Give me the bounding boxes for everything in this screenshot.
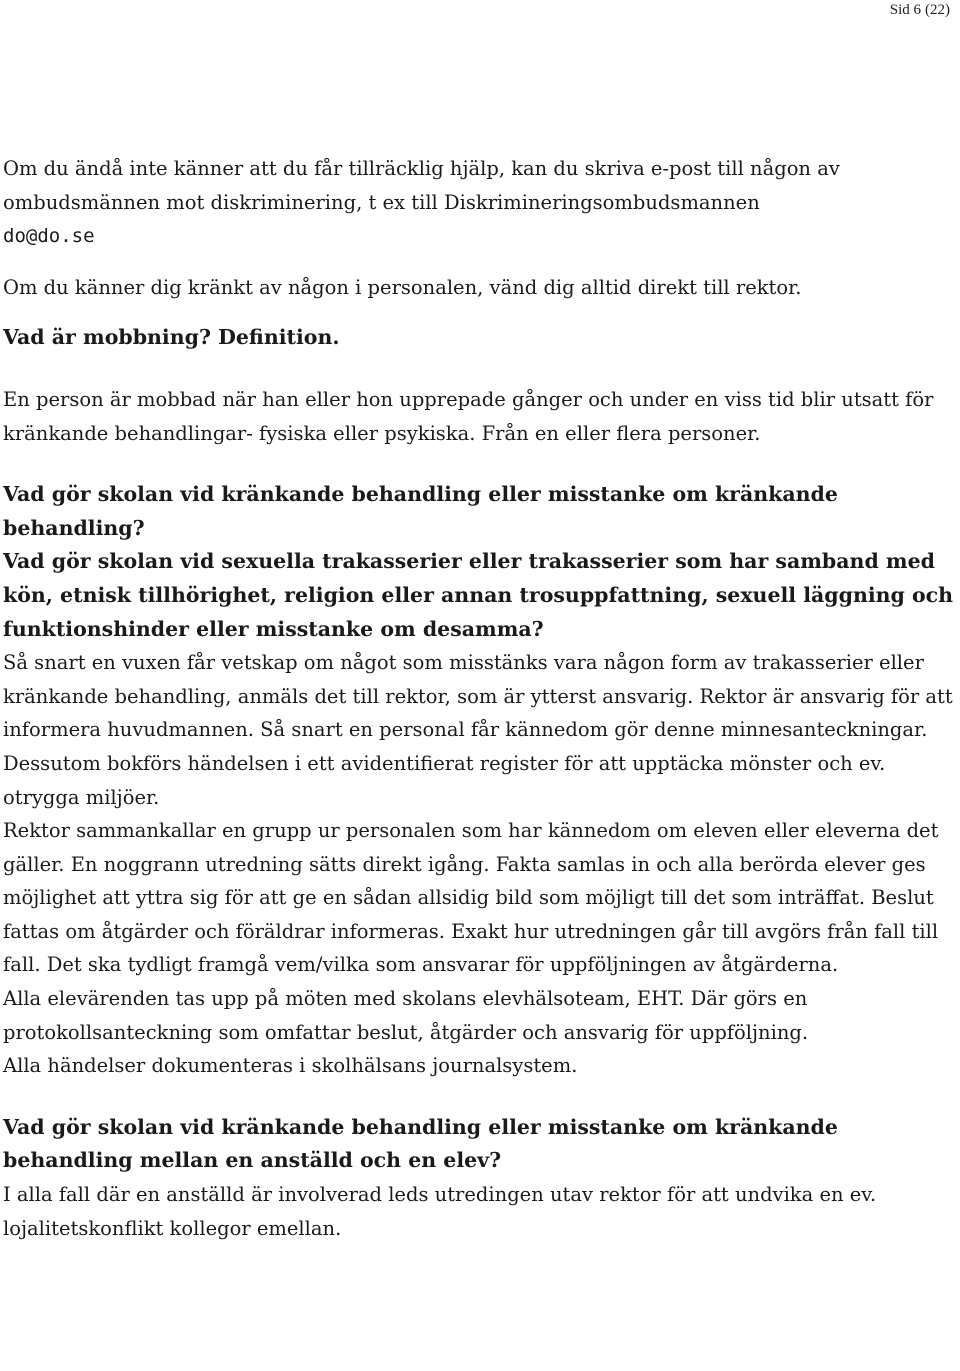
heading-staff-student: Vad gör skolan vid kränkande behandling eller misstanke om kränkande behandling mellan en anställd och en elev? xyxy=(3,1114,838,1173)
page-number xyxy=(890,2,950,19)
document-body xyxy=(3,152,955,1245)
page-total: (22) xyxy=(925,2,950,18)
heading-school-action: Vad gör skolan vid kränkande behandling eller misstanke om kränkande behandling? xyxy=(3,482,838,540)
heading-harassment: Vad gör skolan vid sexuella trakasserier eller trakasserier som har samband med kön, etnisk tillhörighet, religion eller annan trosuppfattning, sexuell läggning och funktionshinder eller misstanke om desamma? xyxy=(3,549,954,641)
paragraph-staff: Om du känner dig kränkt av någon i personalen, vänd dig alltid direkt till rektor. xyxy=(3,275,802,299)
paragraph-definition: En person är mobbad när han eller hon upprepade gånger och under en viss tid blir utsatt för kränkande behandlingar- fysiska eller psykiska. Från en eller flera personer. xyxy=(3,387,934,445)
contact-text: Om du ändå inte känner att du får tillräcklig hjälp, kan du skriva e-post till någon av ombudsmännen mot diskriminering, t ex till Diskrimineringsombudsmannen xyxy=(3,157,840,214)
email-address: do@do.se xyxy=(3,225,95,248)
page-label: Sid 6 xyxy=(889,2,921,18)
paragraph-documentation: Alla händelser dokumenteras i skolhälsans journalsystem. xyxy=(3,1054,578,1078)
paragraph-investigation: Rektor sammankallar en grupp ur personalen som har kännedom om eleven eller eleverna det gäller. En noggrann utredning sätts direkt igång. Fakta samlas in och alla berörda elever ges möjlighet att yttra sig för att ge en sådan allsidig bild som möjligt till det som inträffat. Beslut fattas om åtgärder och föräldrar informeras. Exakt hur utredningen går till avgörs från fall till fall. Det ska tydligt framgå vem/vilka som ansvarar för uppföljningen av åtgärderna. xyxy=(3,819,939,977)
heading-definition: Vad är mobbning? Definition. xyxy=(3,325,340,350)
paragraph-eht: Alla elevärenden tas upp på möten med skolans elevhälsoteam, EHT. Där görs en protokollsanteckning som omfattar beslut, åtgärder och ansvarig för uppföljning. xyxy=(3,987,809,1044)
paragraph-contact xyxy=(3,152,955,254)
paragraph-reporting: Så snart en vuxen får vetskap om något som misstänks vara någon form av trakasserier eller kränkande behandling, anmäls det till rektor, som är ytterst ansvarig. Rektor är ansvarig för att informera huvudmannen. Så snart en personal får kännedom gör denne minnesanteckningar. Dessutom bokförs händelsen i ett avidentifierat register för att upptäcka mönster och ev. otrygga miljöer. xyxy=(3,651,953,809)
paragraph-loyalty: I alla fall där en anställd är involverad leds utredingen utav rektor för att undvika en ev. lojalitetskonflikt kollegor emellan. xyxy=(3,1183,877,1240)
